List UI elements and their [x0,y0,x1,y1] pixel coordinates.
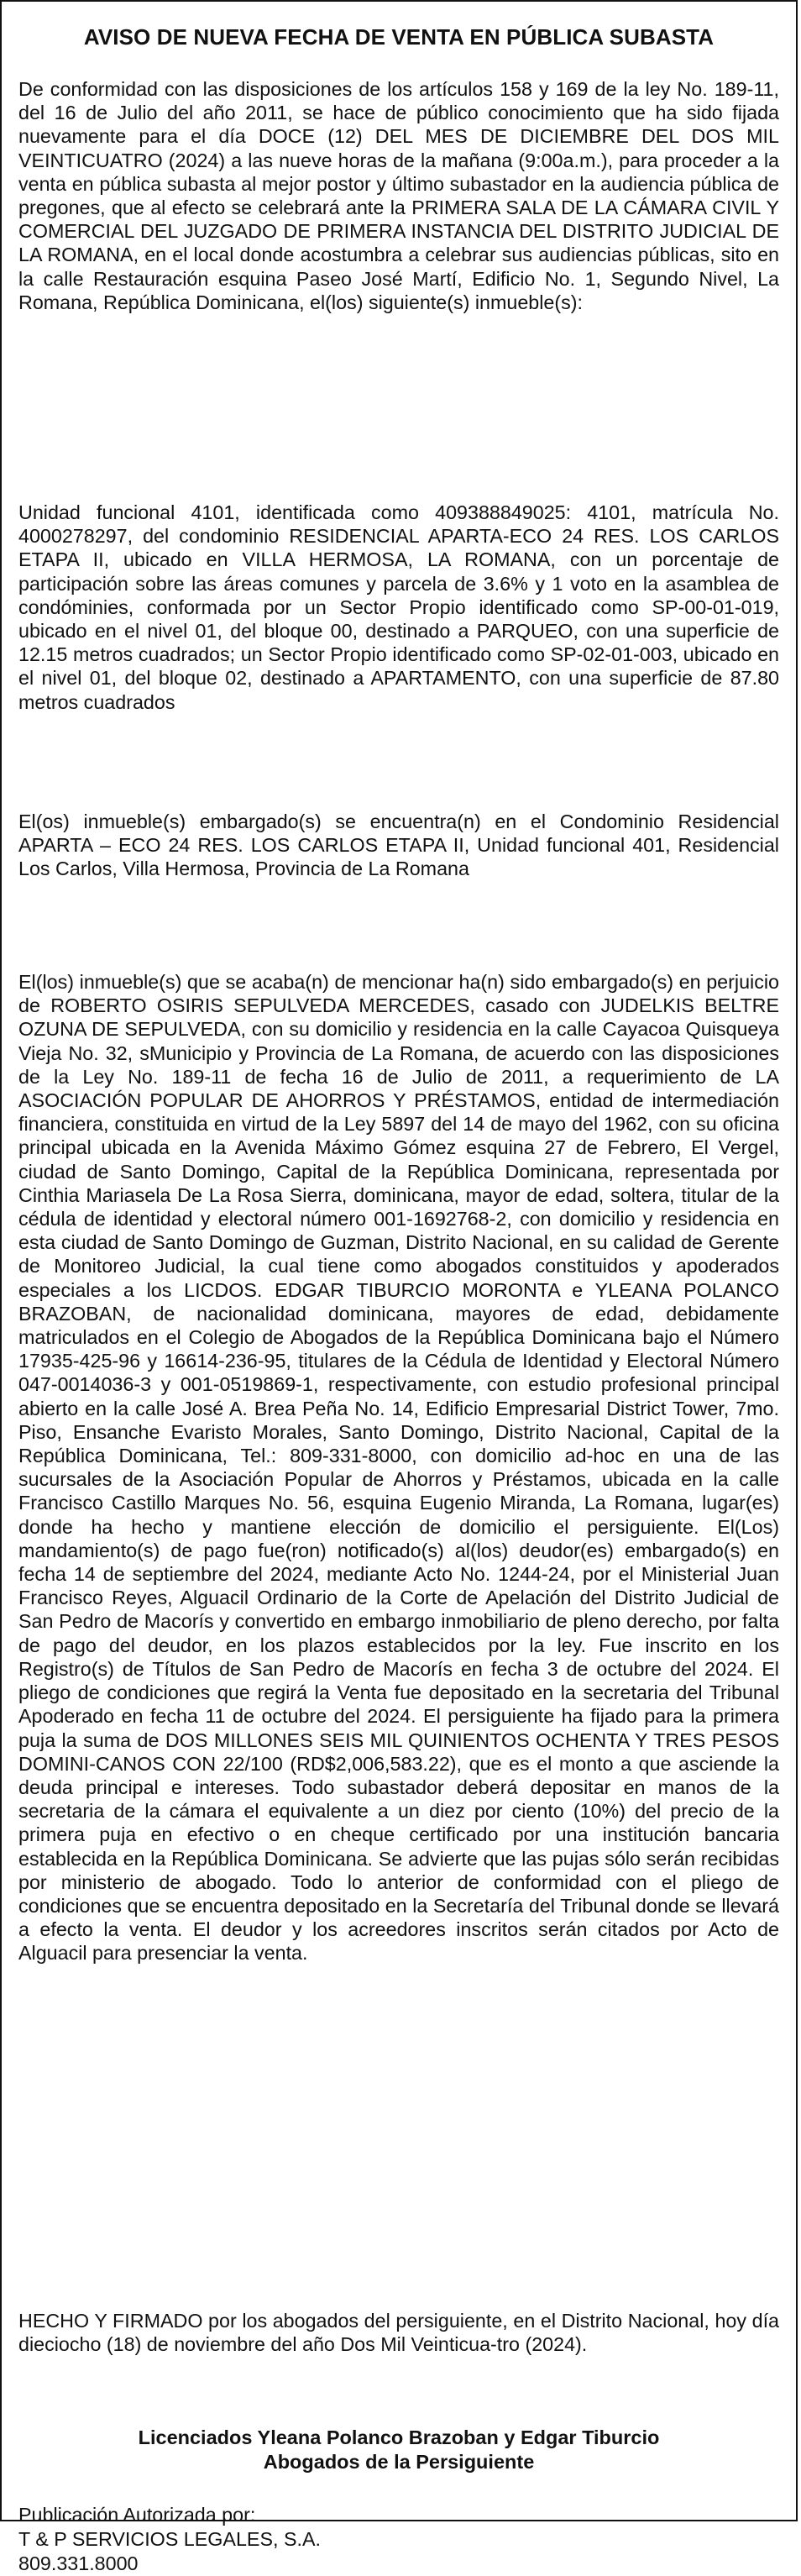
publication-label: Publicación Autorizada por: [18,2504,256,2526]
auction-date-paragraph: De conformidad con las disposiciones de los artículos 158 y 169 de la ley No. 189-11, del 16 de Julio del año 2011, se hace de público conocimiento que ha sido fijada nuevamente para el día DOCE (12) DEL MES DE DICIEMBRE DEL DOS MIL VEINTICUATRO (2024) a las nueve horas de la mañana (9:00a.m.), para proceder a la venta en pública subasta al mejor postor y último subastador en la audiencia pública de pregones, que al efecto se celebrará ante la PRIMERA SALA DE LA CÁMARA CIVIL Y COMERCIAL DEL JUZGADO DE PRIMERA INSTANCIA DEL DISTRITO JUDICIAL DE LA ROMANA, en el local donde acostumbra a celebrar sus audiencias públicas, sito en la calle Restauración esquina Paseo José Martí, Edificio No. 1, Segundo Nivel, La Romana, República Dominicana, el(los) siguiente(s) inmueble(s): [18,78,779,313]
signature-block [18,2426,779,2474]
signature-role: Abogados de la Persiguiente [263,2451,535,2473]
publication-phone: 809.331.8000 [18,2552,139,2574]
notice-title: AVISO DE NUEVA FECHA DE VENTA EN PÚBLICA SUBASTA [83,24,715,50]
publication-authorization [18,2503,779,2576]
signature-lawyers: Licenciados Yleana Polanco Brazoban y Edgar Tiburcio [138,2426,660,2448]
seizure-details-paragraph: El(los) inmueble(s) que se acaba(n) de mencionar ha(n) sido embargado(s) en perjuicio de ROBERTO OSIRIS SEPULVEDA MERCEDES, casado con JUDELKIS BELTRE OZUNA DE SEPULVEDA, con su domicilio y residencia en la calle Cayacoa Quisqueya Vieja No. 32, sMunicipio y Provincia de La Romana, de acuerdo con las disposiciones de la Ley No. 189-11 de fecha 16 de Julio de 2011, a requerimiento de LA ASOCIACIÓN POPULAR DE AHORROS Y PRÉSTAMOS, entidad de intermediación financiera, constituida en virtud de la Ley 5897 del 14 de mayo del 1962, con su oficina principal ubicada en la Avenida Máximo Gómez esquina 27 de Febrero, El Vergel, ciudad de Santo Domingo, Capital de la República Dominicana, representada por Cinthia Mariasela De La Rosa Sierra, dominicana, mayor de edad, soltera, titular de la cédula de identidad y electoral número 001-1692768-2, con domicilio y residencia en esta ciudad de Santo Domingo de Guzman, Distrito Nacional, en su calidad de Gerente de Monitoreo Judicial, la cual tiene como abogados constituidos y apoderados especiales a los LICDOS. EDGAR TIBURCIO MORONTA e YLEANA POLANCO BRAZOBAN, de nacionalidad dominicana, mayores de edad, debidamente matriculados en el Colegio de Abogados de la República Dominicana bajo el Número 17935-425-96 y 16614-236-95, titulares de la Cédula de Identidad y Electoral Número 047-0014036-3 y 001-0519869-1, respectivamente, con estudio profesional principal abierto en la calle José A. Brea Peña No. 14, Edificio Empresarial District Tower, 7mo. Piso, Ensanche Evaristo Morales, Santo Domingo, Distrito Nacional, Capital de la República Dominicana, Tel.: 809-331-8000, con domicilio ad-hoc en una de las sucursales de la Asociación Popular de Ahorros y Préstamos, ubicada en la calle Francisco Castillo Marques No. 56, esquina Eugenio Miranda, La Romana, lugar(es) donde ha hecho y mantiene elección de domicilio el persiguiente. El(Los) mandamiento(s) de pago fue(ron) notificado(s) al(los) deudor(es) embargado(s) en fecha 14 de septiembre del 2024, mediante Acto No. 1244-24, por el Ministerial Juan Francisco Reyes, Alguacil Ordinario de la Corte de Apelación del Distrito Judicial de San Pedro de Macorís y convertido en embargo inmobiliario de pleno derecho, por falta de pago del deudor, en los plazos establecidos por la ley. Fue inscrito en los Registro(s) de Títulos de San Pedro de Macorís en fecha 3 de octubre del 2024. El pliego de condiciones que regirá la Venta fue depositado en la secretaria del Tribunal Apoderado en fecha 11 de octubre del 2024. El persiguiente ha fijado para la primera puja la suma de DOS MILLONES SEIS MIL QUINIENTOS OCHENTA Y TRES PESOS DOMINI-CANOS CON 22/100 (RD$2,006,583.22), que es el monto a que asciende la deuda principal e intereses. Todo subastador deberá depositar en manos de la secretaria de la cámara el equivalente a un diez por ciento (10%) del precio de la primera puja en efectivo o en cheque certificado por una institución bancaria establecida en la República Dominicana. Se advierte que las pujas sólo serán recibidas por ministerio de abogado. Todo lo anterior de conformidad con el pliego de condiciones que se encuentra depositado en la Secretaría del Tribunal donde se llevará a efecto la venta. El deudor y los acreedores inscritos serán citados por Acto de Alguacil para presenciar la venta. [18,971,779,1965]
property-location-paragraph: El(os) inmueble(s) embargado(s) se encuentra(n) en el Condominio Residencial APARTA – ECO 24 RES. LOS CARLOS ETAPA II, Unidad funcional 401, Residencial Los Carlos, Villa Hermosa, Provincia de La Romana [18,811,779,880]
signed-statement-paragraph: HECHO Y FIRMADO por los abogados del persiguiente, en el Distrito Nacional, hoy día dieciocho (18) de noviembre del año Dos Mil Veinticua-tro (2024). [18,2310,779,2356]
property-description-paragraph: Unidad funcional 4101, identificada como 409388849025: 4101, matrícula No. 4000278297, del condominio RESIDENCIAL APARTA-ECO 24 RES. LOS CARLOS ETAPA II, ubicado en VILLA HERMOSA, LA ROMANA, con un porcentaje de participación sobre las áreas comunes y parcela de 3.6% y 1 voto en la asamblea de condóminies, conformada por un Sector Propio identificado como SP-00-01-019, ubicado en el nivel 01, del bloque 00, destinado a PARQUEO, con una superficie de 12.15 metros cuadrados; un Sector Propio identificado como SP-02-01-003, ubicado en el nivel 01, del bloque 02, destinado a APARTAMENTO, con una superficie de 87.80 metros cuadrados [18,501,779,713]
publication-company: T & P SERVICIOS LEGALES, S.A. [18,2528,321,2550]
